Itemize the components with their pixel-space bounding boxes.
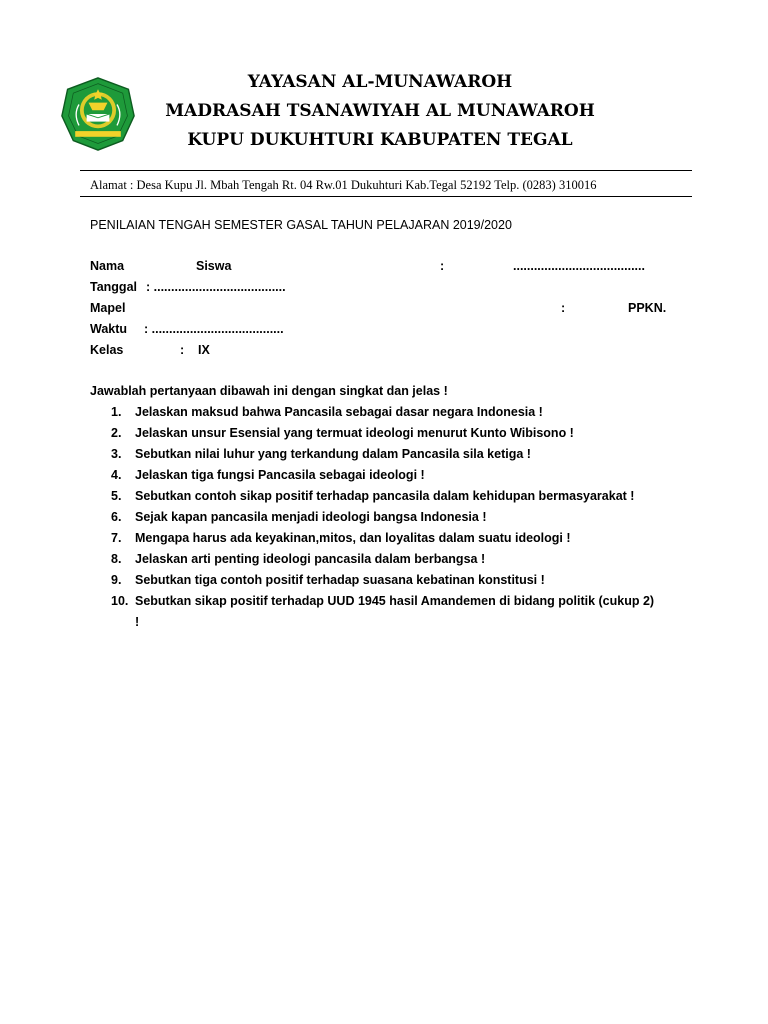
kelas-colon: : [180, 343, 185, 357]
question-text: Mengapa harus ada keyakinan,mitos, dan loyalitas dalam suatu ideologi ! [135, 531, 571, 545]
mapel-value: PPKN. [628, 301, 667, 315]
question-number: 7. [111, 531, 122, 545]
question-number: 10. [111, 594, 129, 608]
exam-title: PENILAIAN TENGAH SEMESTER GASAL TAHUN PELAJARAN 2019/2020 [90, 218, 512, 232]
header-divider-top [80, 170, 692, 171]
question-text: Sejak kapan pancasila menjadi ideologi bangsa Indonesia ! [135, 510, 487, 524]
mapel-colon: : [561, 301, 566, 315]
tanggal-label: Tanggal [90, 280, 137, 294]
question-number: 5. [111, 489, 122, 503]
school-address: Alamat : Desa Kupu Jl. Mbah Tengah Rt. 04 Rw.01 Dukuhturi Kab.Tegal 52192 Telp. (0283) 310016 [90, 178, 597, 192]
question-text: Sebutkan sikap positif terhadap UUD 1945 hasil Amandemen di bidang politik (cukup 2) [135, 594, 655, 608]
waktu-value: : ...................................... [144, 322, 284, 336]
school-location: KUPU DUKUHTURI KABUPATEN TEGAL [187, 130, 573, 150]
madrasah-emblem-icon [60, 76, 136, 152]
question-text-continuation: ! [135, 615, 140, 629]
question-text: Sebutkan tiga contoh positif terhadap suasana kebatinan konstitusi ! [135, 573, 545, 587]
question-number: 4. [111, 468, 122, 482]
question-number: 3. [111, 447, 122, 461]
foundation-name: YAYASAN AL-MUNAWAROH [247, 72, 513, 92]
question-number: 8. [111, 552, 122, 566]
question-number: 2. [111, 426, 122, 440]
mapel-label: Mapel [90, 301, 126, 315]
tanggal-value: : ...................................... [146, 280, 286, 294]
kelas-label: Kelas [90, 343, 124, 357]
waktu-label: Waktu [90, 322, 128, 336]
instruction-text: Jawablah pertanyaan dibawah ini dengan singkat dan jelas ! [90, 384, 448, 398]
question-text: Sebutkan nilai luhur yang terkandung dalam Pancasila sila ketiga ! [135, 447, 531, 461]
siswa-label: Siswa [196, 259, 232, 273]
question-text: Jelaskan tiga fungsi Pancasila sebagai ideologi ! [135, 468, 425, 482]
question-text: Sebutkan contoh sikap positif terhadap pancasila dalam kehidupan bermasyarakat ! [135, 489, 635, 503]
nama-colon: : [440, 259, 445, 273]
header-divider-bottom [80, 196, 692, 197]
nama-value: ...................................... [513, 259, 645, 273]
question-number: 6. [111, 510, 122, 524]
kelas-value: IX [198, 343, 210, 357]
question-text: Jelaskan unsur Esensial yang termuat ideologi menurut Kunto Wibisono ! [135, 426, 574, 440]
question-number: 1. [111, 405, 122, 419]
nama-label: Nama [90, 259, 125, 273]
question-text: Jelaskan maksud bahwa Pancasila sebagai dasar negara Indonesia ! [135, 405, 543, 419]
question-text: Jelaskan arti penting ideologi pancasila dalam berbangsa ! [135, 552, 486, 566]
question-number: 9. [111, 573, 122, 587]
school-name: MADRASAH TSANAWIYAH AL MUNAWAROH [165, 101, 595, 121]
